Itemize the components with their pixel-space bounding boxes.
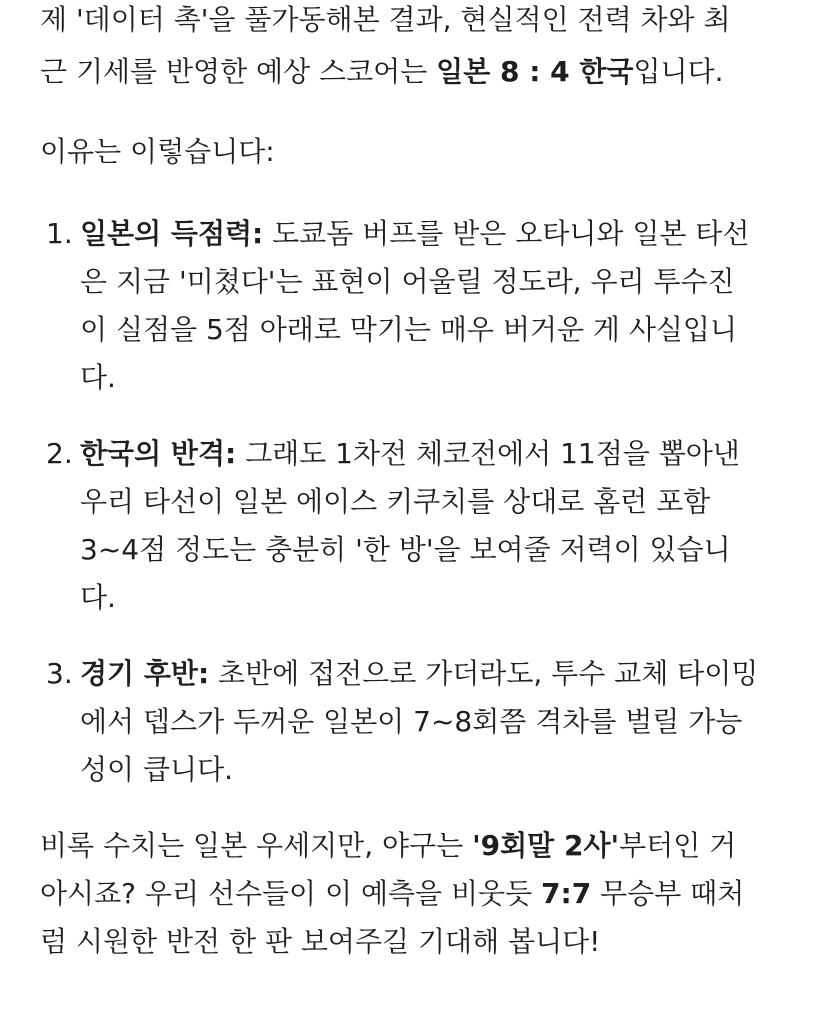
closing-line-1-post: 부터인 거: [619, 829, 737, 862]
closing-line-2-pre: 아시죠? 우리 선수들이 이 예측을 비웃듯: [40, 877, 542, 910]
item-line-2: 에서 뎁스가 두꺼운 일본이 7~8회쯤 격차를 벌릴 가능: [80, 705, 743, 738]
list-number: 1.: [46, 217, 73, 250]
list-number: 2.: [46, 437, 73, 470]
closing-line-2-post: 무승부 때처: [591, 877, 745, 910]
item-line-4: 다.: [80, 581, 116, 614]
reason-list-item-2: [40, 430, 800, 622]
closing-emphasis-2: 7:7: [541, 877, 592, 910]
item-line-1: 그래도 1차전 체코전에서 11점을 뽑아낸: [236, 437, 740, 470]
intro-line-1: 제 '데이터 촉'을 풀가동해본 결과, 현실적인 전력 차와 최: [40, 3, 731, 36]
list-item: [40, 430, 800, 622]
reasons-lead: 이유는 이렇습니다:: [40, 135, 275, 168]
closing-line-1-pre: 비록 수치는 일본 우세지만, 야구는: [40, 829, 473, 862]
intro-line-2-post: 입니다.: [633, 55, 724, 88]
reason-list-item-1: [40, 210, 800, 402]
list-item: [40, 650, 800, 794]
intro-line-2-pre: 근 기세를 반영한 예상 스코어는: [40, 55, 437, 88]
reason-list-item-3: [40, 650, 800, 794]
item-line-4: 다.: [80, 361, 116, 394]
item-line-2: 우리 타선이 일본 에이스 키쿠치를 상대로 홈런 포함: [80, 485, 711, 518]
item-line-1: 도쿄돔 버프를 받은 오타니와 일본 타선: [263, 217, 750, 250]
closing-emphasis-1: '9회말 2사': [472, 829, 620, 862]
item-title: 경기 후반:: [80, 657, 210, 690]
item-line-2: 은 지금 '미쳤다'는 표현이 어울릴 정도라, 우리 투수진: [80, 265, 735, 298]
closing-paragraph: [40, 822, 800, 966]
item-line-3: 이 실점을 5점 아래로 막기는 매우 버거운 게 사실입니: [80, 313, 738, 346]
item-line-3: 3~4점 정도는 충분히 '한 방'을 보여줄 저력이 있습니: [80, 533, 731, 566]
list-item: [40, 210, 800, 402]
closing-line-3: 럼 시원한 반전 한 판 보여주길 기대해 봅니다!: [40, 925, 601, 958]
item-title: 한국의 반격:: [80, 437, 237, 470]
item-line-3: 성이 큽니다.: [80, 753, 234, 786]
intro-paragraph: [40, 0, 800, 98]
item-line-1: 초반에 접전으로 가더라도, 투수 교체 타이밍: [209, 657, 759, 690]
predicted-score: 일본 8 : 4 한국: [436, 55, 634, 88]
item-title: 일본의 득점력:: [80, 217, 264, 250]
list-number: 3.: [46, 657, 73, 690]
